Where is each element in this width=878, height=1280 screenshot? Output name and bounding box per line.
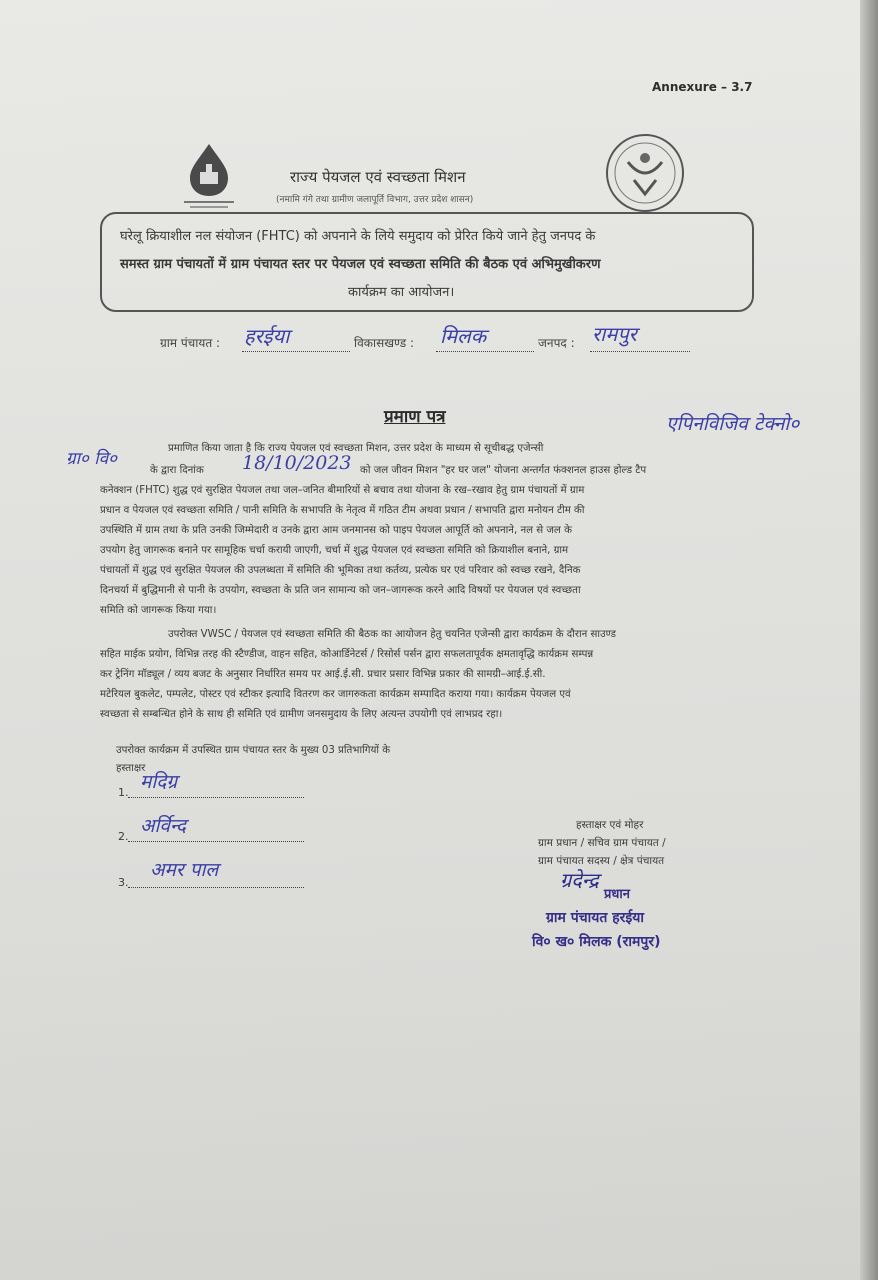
para1-line-9: समिति को जागरूक किया गया। <box>100 605 217 616</box>
subject-line-2: समस्त ग्राम पंचायतों में ग्राम पंचायत स्तर पर पेयजल एवं स्वच्छता समिति की बैठक एवं अभिमुखीकरण <box>120 257 601 272</box>
authority-line-2: ग्राम प्रधान / सचिव ग्राम पंचायत / <box>538 837 666 849</box>
district-label: जनपद : <box>538 336 575 350</box>
organization-title: राज्य पेयजल एवं स्वच्छता मिशन <box>290 168 466 186</box>
para1-line-6: उपयोग हेतु जागरूक बनाने पर सामूहिक चर्चा करायी जाएगी, चर्चा में शुद्ध पेयजल एवं स्वच्छता समिति को क्रियाशील बनाने, ग्राम <box>100 545 569 556</box>
handwritten-prefix: ग्रा० वि० <box>66 449 117 469</box>
participant-3-signature: अमर पाल <box>150 859 219 881</box>
block-value: मिलक <box>440 324 487 348</box>
para1-line-2b: को जल जीवन मिशन "हर घर जल" योजना अन्तर्गत फंक्शनल हाउस होल्ड टैप <box>360 465 647 476</box>
participant-1-signature: मदिग्र <box>140 771 178 793</box>
para2-line-2: सहित माईक प्रयोग, विभिन्न तरह की स्टैण्डीज, वाहन सहित, कोआर्डिनेटर्स / रिसोर्स पर्सन द्वारा सफलतापूर्वक क्षमतावृद्धि कार्यक्रम सम्पन्न <box>100 649 594 660</box>
participant-3-line <box>128 886 304 888</box>
block-label: विकासखण्ड : <box>354 336 415 350</box>
participant-2-line <box>128 840 304 842</box>
gram-panchayat-value: हरईया <box>244 324 290 348</box>
handwritten-agency-name: एपिनविजिव टेक्नो० <box>666 413 800 435</box>
participant-2-signature: अर्विन्द <box>140 815 186 837</box>
district-value: रामपुर <box>592 322 637 346</box>
district-line <box>590 350 690 352</box>
para2-line-5: स्वच्छता से सम्बन्धित होने के साथ ही समिति एवं ग्रामीण जनसमुदाय के लिए अत्यन्त उपयोगी एवं लाभप्रद रहा। <box>100 709 503 720</box>
gram-panchayat-label: ग्राम पंचायत : <box>160 336 221 350</box>
gram-panchayat-line <box>242 350 350 352</box>
participant-2-number: 2. <box>118 830 129 843</box>
subject-line-1: घरेलू क्रियाशील नल संयोजन (FHTC) को अपनाने के लिये समुदाय को प्रेरित किये जाने हेतु जनपद के <box>120 229 596 244</box>
annexure-label: Annexure – 3.7 <box>652 80 753 94</box>
state-emblem-logo <box>604 132 686 214</box>
para1-line-3: कनेक्शन (FHTC) शुद्ध एवं सुरक्षित पेयजल तथा जल–जनित बीमारियों से बचाव तथा योजना के रख–रखाव हेतु ग्राम पंचायतों में ग्राम <box>100 485 585 496</box>
certificate-title: प्रमाण पत्र <box>384 407 446 427</box>
participant-3-number: 3. <box>118 876 129 889</box>
stamp-role: प्रधान <box>604 887 630 902</box>
para1-line-4: प्रधान व पेयजल एवं स्वच्छता समिति / पानी समिति के सभापति के नेतृत्व में गठित टीम अथवा प्रधान / सभापति द्वारा मनोयन टीम की <box>100 505 585 516</box>
para1-line-2a: के द्वारा दिनांक <box>150 465 204 476</box>
para1-line-8: दिनचर्या में बुद्धिमानी से पानी के उपयोग, स्वच्छता के प्रति जन सामान्य को जन–जागरूक करने आदि विषयों पर पेयजल एवं स्वच्छता <box>100 585 581 596</box>
participants-intro-line-1: उपरोक्त कार्यक्रम में उपस्थित ग्राम पंचायत स्तर के मुख्य 03 प्रतिभागियों के <box>116 745 391 756</box>
para2-line-4: मटेरियल बुकलेट, पम्पलेट, पोस्टर एवं स्टीकर इत्यादि वितरण कर जागरुकता कार्यक्रम सम्पादित कराया गया। कार्यक्रम पेयजल एवं <box>100 689 571 700</box>
para1-line-7: पंचायतों में शुद्ध एवं सुरक्षित पेयजल की उपलब्धता में समिति की भूमिका तथा कर्तव्य, प्रत्येक घर एवं परिवार को स्वच्छ रखने, दैनिक <box>100 565 581 576</box>
subject-line-3: कार्यक्रम का आयोजन। <box>348 285 455 300</box>
organization-subtitle: (नमामि गंगे तथा ग्रामीण जलापूर्ति विभाग, उत्तर प्रदेश शासन) <box>276 195 474 205</box>
water-mission-logo <box>180 142 238 210</box>
para1-line-5: उपस्थिति में ग्राम तथा के प्रति उनकी जिम्मेदारी व उनके द्वारा आम जनमानस को पाइप पेयजल आपूर्ति को अपनाने, नल से जल के <box>100 525 572 536</box>
authority-line-1: हस्ताक्षर एवं मोहर <box>576 819 644 831</box>
participant-1-number: 1. <box>118 786 129 799</box>
paper-edge-shadow <box>860 0 878 1280</box>
stamp-line-2: वि० ख० मिलक (रामपुर) <box>532 934 661 950</box>
para1-line-1: प्रमाणित किया जाता है कि राज्य पेयजल एवं स्वच्छता मिशन, उत्तर प्रदेश के माध्यम से सूचीबद्ध एजेन्सी <box>168 443 544 454</box>
participant-1-line <box>128 796 304 798</box>
block-line <box>436 350 534 352</box>
authority-signature: ग्रदेन्द्र <box>560 868 599 892</box>
subject-box <box>100 212 754 312</box>
para2-line-3: कर ट्रेनिंग मॉड्यूल / व्यय बजट के अनुसार निर्धारित समय पर आई.ई.सी. प्रचार प्रसार विभिन्न प्रकार की सामग्री–आई.ई.सी. <box>100 669 546 680</box>
handwritten-date: 18/10/2023 <box>242 452 352 474</box>
authority-line-3: ग्राम पंचायत सदस्य / क्षेत्र पंचायत <box>538 855 665 867</box>
participants-intro-line-2: हस्ताक्षर <box>116 763 146 774</box>
stamp-line-1: ग्राम पंचायत हरईया <box>546 910 644 926</box>
para2-line-1: उपरोक्त VWSC / पेयजल एवं स्वच्छता समिति की बैठक का आयोजन हेतु चयनित एजेन्सी द्वारा कार्यक्रम के दौरान साउण्ड <box>168 629 616 640</box>
